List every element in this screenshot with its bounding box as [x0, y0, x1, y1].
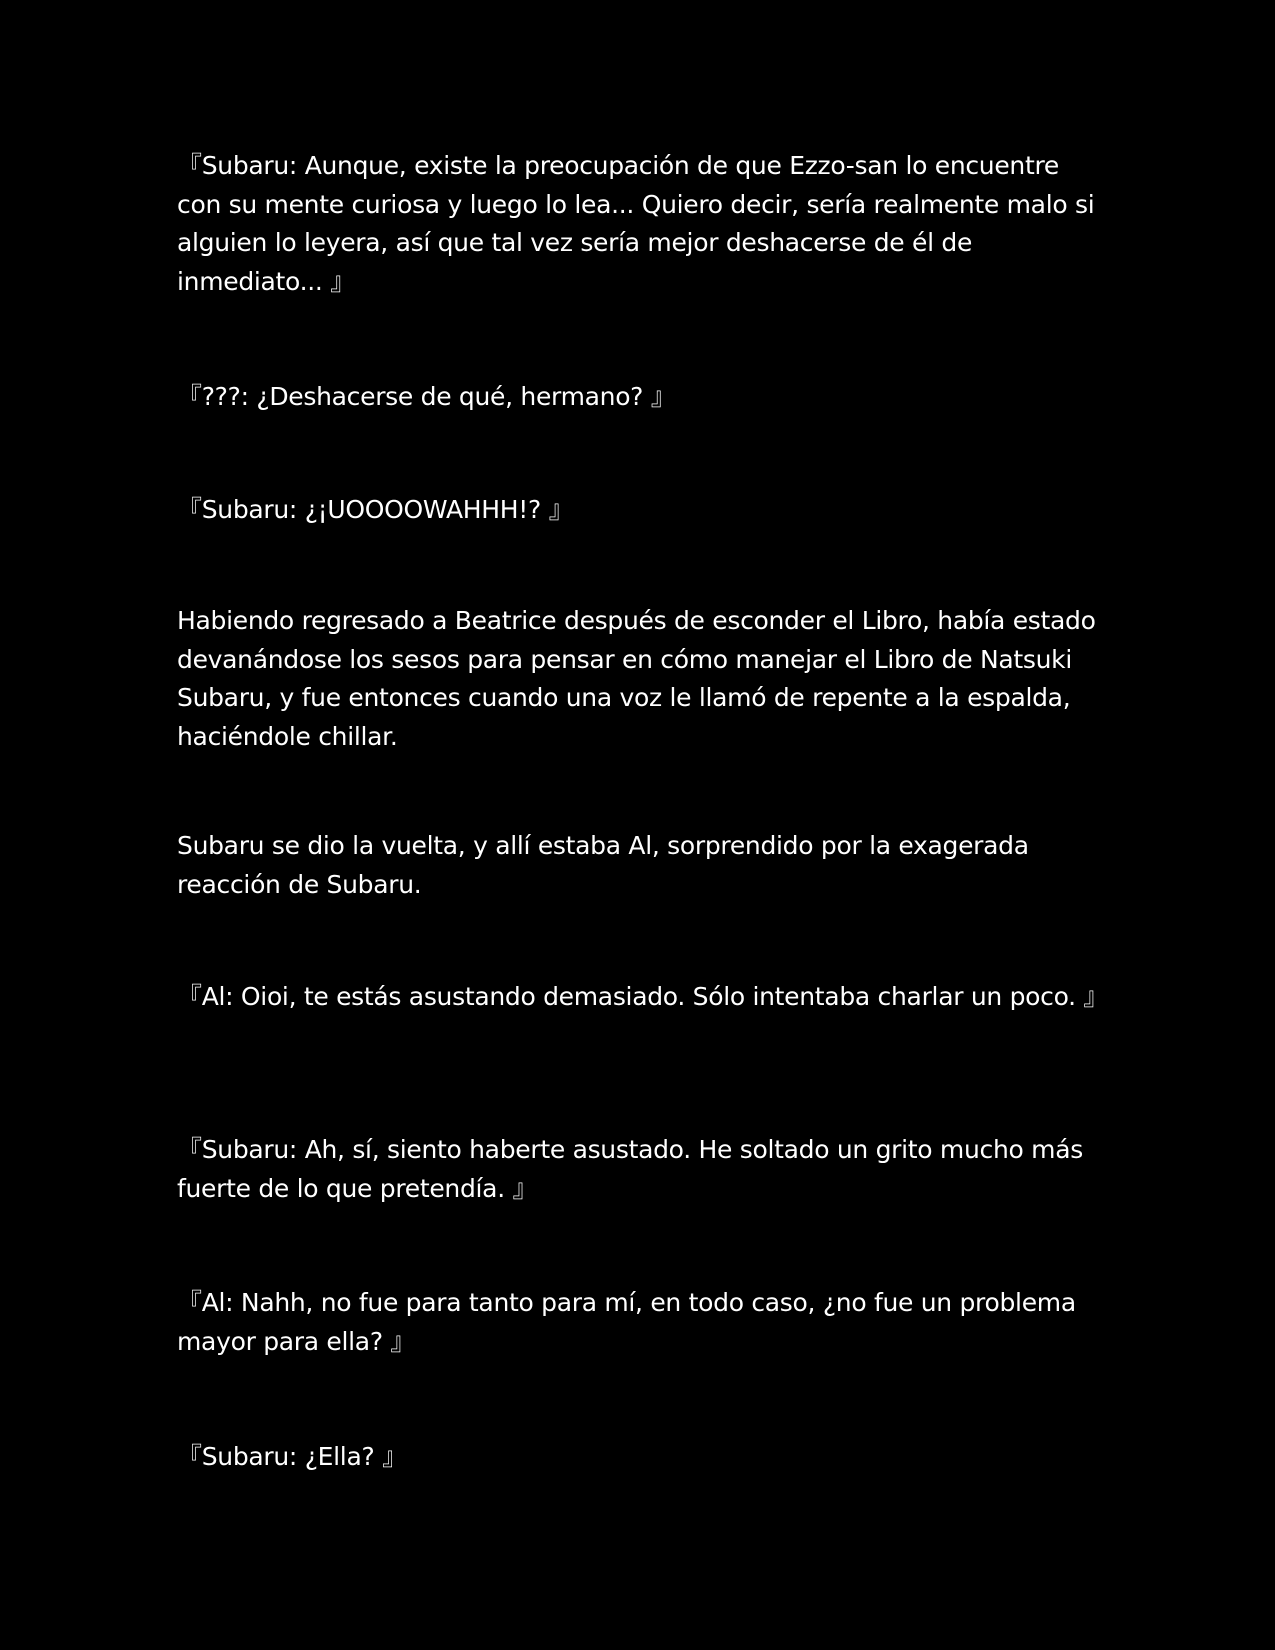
dialogue-al-nahh: 『Al: Nahh, no fue para tanto para mí, en todo caso, ¿no fue un problema mayor para ella? 』: [177, 1288, 1076, 1356]
dialogue-subaru-apology: 『Subaru: Ah, sí, siento haberte asustado. He soltado un grito mucho más fuerte de lo que pretendía. 』: [177, 1135, 1083, 1203]
dialogue-subaru-worry: 『Subaru: Aunque, existe la preocupación de que Ezzo-san lo encuentre con su mente curiosa y luego lo lea... Quiero decir, sería realmente malo si alguien lo leyera, así que tal vez sería mejor deshacerse de él de inmediato... 』: [177, 151, 1095, 296]
dialogue-subaru-scream: 『Subaru: ¿¡UOOOOWAHHH!? 』: [177, 495, 574, 524]
dialogue-subaru-ella: 『Subaru: ¿Ella? 』: [177, 1442, 407, 1471]
dialogue-unknown-question: 『???: ¿Deshacerse de qué, hermano? 』: [177, 382, 676, 411]
dialogue-al-oioi: 『Al: Oioi, te estás asustando demasiado. Sólo intentaba charlar un poco. 』: [177, 982, 1109, 1011]
narration-paragraph-al: Subaru se dio la vuelta, y allí estaba Al, sorprendido por la exagerada reacción de Subaru.: [177, 831, 1029, 899]
narration-paragraph-voice: Habiendo regresado a Beatrice después de esconder el Libro, había estado devanándose los sesos para pensar en cómo manejar el Libro de Natsuki Subaru, y fue entonces cuando una voz le llamó de repente a la espalda, haciéndole chillar.: [177, 606, 1096, 751]
